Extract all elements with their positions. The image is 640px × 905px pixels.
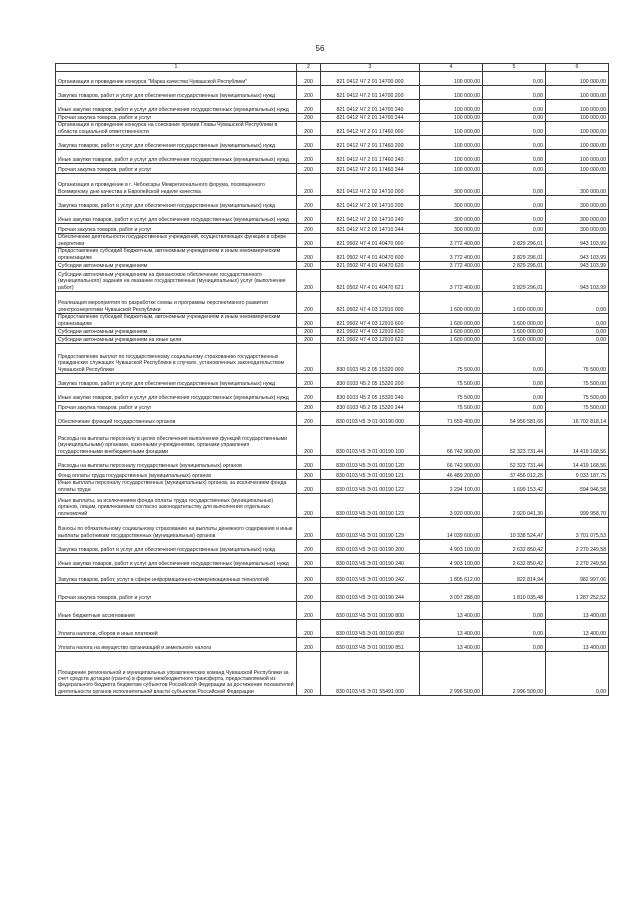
row-budget-code: 830 0103 Ч5 Э 01 00190 123 <box>321 494 420 518</box>
row-amount-remaining: 999 958,70 <box>546 494 609 518</box>
row-budget-code: 830 0103 Ч5 2 05 15320 240 <box>321 388 420 402</box>
column-header: 1 <box>56 64 297 72</box>
row-amount-executed: 0,00 <box>483 136 546 150</box>
row-code: 200 <box>297 270 321 292</box>
row-code: 200 <box>297 72 321 86</box>
table-body <box>56 72 609 696</box>
row-amount-planned: 75 500,00 <box>420 374 483 388</box>
row-amount-executed: 2 829 296,01 <box>483 270 546 292</box>
row-name: Субсидии автономным учреждениям на иные цели <box>56 336 297 344</box>
table-row <box>56 270 609 292</box>
row-amount-remaining: 14 419 168,56 <box>546 456 609 470</box>
row-name: Предоставление выплат по государственному социальному страхованию государственных гражданских служащих Чувашской Республики в случаях, установленных законодательством Чувашской Республики <box>56 344 297 374</box>
row-name: Прочая закупка товаров, работ и услуг <box>56 114 297 122</box>
row-amount-planned: 3 772 400,00 <box>420 270 483 292</box>
row-budget-code: 821 0412 Ч7 2 01 17460 200 <box>321 136 420 150</box>
row-amount-executed: 2 996 500,00 <box>483 652 546 696</box>
row-amount-planned: 100 000,00 <box>420 164 483 174</box>
row-name: Иные выплаты персоналу государственных (муниципальных) органов, за исключением фонда оплаты труда <box>56 480 297 494</box>
row-budget-code: 830 0103 Ч5 Э 01 00190 200 <box>321 540 420 554</box>
row-amount-planned: 300 000,00 <box>420 210 483 224</box>
row-name: Закупка товаров, работ и услуг для обеспечения государственных (муниципальных) нужд <box>56 374 297 388</box>
row-name: Обеспечение функций государственных органов <box>56 412 297 426</box>
row-amount-remaining: 100 000,00 <box>546 164 609 174</box>
row-amount-executed: 37 456 012,25 <box>483 470 546 480</box>
row-amount-remaining: 100 000,00 <box>546 150 609 164</box>
row-name: Субсидии автономным учреждениям <box>56 328 297 336</box>
row-amount-planned: 100 000,00 <box>420 136 483 150</box>
row-budget-code: 830 0103 Ч5 Э 01 00190 100 <box>321 426 420 456</box>
row-name: Взносы по обязательному социальному страхованию на выплаты денежного содержания и иные выплаты работникам государственных (муниципальных) органов <box>56 518 297 540</box>
row-amount-remaining: 75 500,00 <box>546 374 609 388</box>
row-amount-remaining: 16 702 818,14 <box>546 412 609 426</box>
row-code: 200 <box>297 164 321 174</box>
row-budget-code: 821 0502 Ч7 4 01 40470 621 <box>321 270 420 292</box>
row-name: Иные закупки товаров, работ и услуг для обеспечения государственных (муниципальных) нужд <box>56 100 297 114</box>
row-amount-planned: 3 772 400,00 <box>420 262 483 270</box>
row-name: Фонд оплаты труда государственных (муниципальных) органов <box>56 470 297 480</box>
row-budget-code: 821 0412 Ч7 2 01 17460 240 <box>321 150 420 164</box>
row-budget-code: 821 0502 Ч7 4 03 12910 620 <box>321 328 420 336</box>
row-amount-executed: 0,00 <box>483 150 546 164</box>
table-row <box>56 620 609 638</box>
row-name: Закупка товаров, работ, услуг в сфере информационно-коммуникационных технологий <box>56 568 297 584</box>
row-budget-code: 821 0502 Ч7 4 03 12910 600 <box>321 314 420 328</box>
row-budget-code: 821 0412 Ч7 2 02 14710 200 <box>321 196 420 210</box>
row-code: 200 <box>297 136 321 150</box>
table-row <box>56 114 609 122</box>
row-amount-executed: 0,00 <box>483 638 546 652</box>
row-amount-planned: 46 489 200,00 <box>420 470 483 480</box>
row-code: 200 <box>297 100 321 114</box>
row-name: Уплата налога на имущество организаций и земельного налога <box>56 638 297 652</box>
table-row <box>56 210 609 224</box>
table-row <box>56 234 609 248</box>
row-amount-planned: 100 000,00 <box>420 114 483 122</box>
row-amount-planned: 100 000,00 <box>420 86 483 100</box>
row-amount-remaining: 13 400,00 <box>546 638 609 652</box>
row-amount-remaining: 100 000,00 <box>546 72 609 86</box>
row-name: Закупка товаров, работ и услуг для обеспечения государственных (муниципальных) нужд <box>56 86 297 100</box>
row-amount-executed: 0,00 <box>483 122 546 136</box>
row-budget-code: 830 0103 Ч5 Э 01 55491 000 <box>321 652 420 696</box>
row-amount-planned: 100 000,00 <box>420 122 483 136</box>
row-budget-code: 830 0103 Ч5 Э 01 00190 851 <box>321 638 420 652</box>
row-amount-remaining: 2 270 249,58 <box>546 540 609 554</box>
row-amount-executed: 0,00 <box>483 402 546 412</box>
row-amount-planned: 1 600 000,00 <box>420 328 483 336</box>
row-code: 200 <box>297 374 321 388</box>
row-amount-planned: 100 000,00 <box>420 100 483 114</box>
row-amount-remaining: 300 000,00 <box>546 174 609 196</box>
row-budget-code: 830 0103 Ч5 Э 01 00190 800 <box>321 602 420 620</box>
row-code: 200 <box>297 122 321 136</box>
row-amount-remaining: 0,00 <box>546 328 609 336</box>
table-row <box>56 262 609 270</box>
table-row <box>56 314 609 328</box>
row-amount-planned: 2 996 500,00 <box>420 652 483 696</box>
row-name: Субсидии автономным учреждениям <box>56 262 297 270</box>
row-name: Иные бюджетные ассигнования <box>56 602 297 620</box>
row-code: 200 <box>297 554 321 568</box>
row-amount-planned: 13 400,00 <box>420 638 483 652</box>
row-amount-planned: 4 903 100,00 <box>420 554 483 568</box>
row-amount-executed: 0,00 <box>483 388 546 402</box>
header-row <box>56 64 609 72</box>
row-amount-planned: 3 097 288,00 <box>420 584 483 602</box>
row-budget-code: 821 0412 Ч7 2 02 14710 000 <box>321 174 420 196</box>
row-amount-planned: 4 903 100,00 <box>420 540 483 554</box>
row-amount-remaining: 75 500,00 <box>546 402 609 412</box>
table-row <box>56 494 609 518</box>
table-row <box>56 86 609 100</box>
column-header: 2 <box>297 64 321 72</box>
row-amount-planned: 100 000,00 <box>420 150 483 164</box>
row-amount-planned: 66 742 900,00 <box>420 426 483 456</box>
row-amount-planned: 75 500,00 <box>420 388 483 402</box>
table-row <box>56 196 609 210</box>
row-budget-code: 830 0103 Ч5 Э 01 00190 242 <box>321 568 420 584</box>
row-amount-planned: 71 659 400,00 <box>420 412 483 426</box>
row-code: 200 <box>297 234 321 248</box>
row-name: Обеспечение деятельности государственных учреждений, осуществляющих функции в сфере энергетики <box>56 234 297 248</box>
row-budget-code: 821 0412 Ч7 2 01 14700 200 <box>321 86 420 100</box>
row-amount-remaining: 943 103,99 <box>546 270 609 292</box>
row-amount-remaining: 100 000,00 <box>546 122 609 136</box>
row-code: 200 <box>297 540 321 554</box>
row-code: 200 <box>297 568 321 584</box>
row-amount-executed: 0,00 <box>483 374 546 388</box>
row-code: 200 <box>297 494 321 518</box>
row-amount-remaining: 0,00 <box>546 336 609 344</box>
row-budget-code: 830 0103 Ч5 2 05 15320 000 <box>321 344 420 374</box>
row-name: Иные закупки товаров, работ и услуг для обеспечения государственных (муниципальных) нужд <box>56 554 297 568</box>
row-code: 200 <box>297 174 321 196</box>
row-name: Прочая закупка товаров, работ и услуг <box>56 402 297 412</box>
table-row <box>56 100 609 114</box>
row-amount-planned: 1 600 000,00 <box>420 314 483 328</box>
row-code: 200 <box>297 584 321 602</box>
row-amount-remaining: 1 287 252,52 <box>546 584 609 602</box>
row-name: Прочая закупка товаров, работ и услуг <box>56 224 297 234</box>
row-code: 200 <box>297 196 321 210</box>
row-amount-executed: 0,00 <box>483 224 546 234</box>
row-amount-executed: 1 600 000,00 <box>483 336 546 344</box>
row-amount-remaining: 300 000,00 <box>546 224 609 234</box>
row-amount-planned: 3 772 400,00 <box>420 234 483 248</box>
row-amount-planned: 1 600 000,00 <box>420 336 483 344</box>
row-name: Закупка товаров, работ и услуг для обеспечения государственных (муниципальных) нужд <box>56 136 297 150</box>
table-row <box>56 292 609 314</box>
row-budget-code: 821 0502 Ч7 4 01 40470 600 <box>321 248 420 262</box>
row-code: 200 <box>297 620 321 638</box>
row-amount-planned: 2 294 100,00 <box>420 480 483 494</box>
row-amount-executed: 0,00 <box>483 210 546 224</box>
row-name: Организация и проведение в г. Чебоксары Межрегионального форума, посвященного Всемирному дню качества и Европейской неделе качества <box>56 174 297 196</box>
row-amount-executed: 2 829 296,01 <box>483 248 546 262</box>
row-amount-executed: 0,00 <box>483 344 546 374</box>
row-name: Расходы на выплаты персоналу в целях обеспечения выполнения функций государственными (муниципальными) органами, казенными учреждениями, органами управления государственными внебюджетными фондами <box>56 426 297 456</box>
row-code: 200 <box>297 652 321 696</box>
row-budget-code: 830 0103 Ч5 Э 01 00190 122 <box>321 480 420 494</box>
row-code: 200 <box>297 638 321 652</box>
table-row <box>56 426 609 456</box>
row-amount-remaining: 300 000,00 <box>546 210 609 224</box>
row-amount-executed: 1 600 000,00 <box>483 328 546 336</box>
table-row <box>56 638 609 652</box>
table-row <box>56 584 609 602</box>
row-amount-executed: 2 920 041,30 <box>483 494 546 518</box>
page-number: 56 <box>315 44 325 53</box>
row-code: 200 <box>297 86 321 100</box>
row-amount-executed: 1 699 153,42 <box>483 480 546 494</box>
row-amount-planned: 66 742 900,00 <box>420 456 483 470</box>
row-amount-remaining: 0,00 <box>546 314 609 328</box>
row-amount-remaining: 100 000,00 <box>546 136 609 150</box>
table-row <box>56 540 609 554</box>
row-amount-executed: 54 956 581,66 <box>483 412 546 426</box>
column-header: 3 <box>321 64 420 72</box>
row-amount-remaining: 3 701 075,53 <box>546 518 609 540</box>
table-row <box>56 652 609 696</box>
row-code: 200 <box>297 480 321 494</box>
budget-table <box>55 63 609 696</box>
table-row <box>56 248 609 262</box>
row-amount-remaining: 75 500,00 <box>546 344 609 374</box>
row-amount-planned: 75 500,00 <box>420 402 483 412</box>
row-name: Уплата налогов, сборов и иных платежей <box>56 620 297 638</box>
row-amount-remaining: 100 000,00 <box>546 86 609 100</box>
row-amount-remaining: 982 997,06 <box>546 568 609 584</box>
row-code: 200 <box>297 248 321 262</box>
row-amount-planned: 1 600 000,00 <box>420 292 483 314</box>
row-amount-executed: 2 632 850,42 <box>483 540 546 554</box>
row-amount-executed: 0,00 <box>483 86 546 100</box>
row-name: Прочая закупка товаров, работ и услуг <box>56 584 297 602</box>
row-amount-remaining: 100 000,00 <box>546 114 609 122</box>
row-amount-executed: 0,00 <box>483 114 546 122</box>
row-amount-planned: 75 500,00 <box>420 344 483 374</box>
row-name: Иные выплаты, за исключением фонда оплаты труда государственных (муниципальных) органов, лицам, привлекаемым согласно законодательству для выполнения отдельных полномочий <box>56 494 297 518</box>
row-code: 200 <box>297 456 321 470</box>
row-code: 200 <box>297 412 321 426</box>
row-name: Иные закупки товаров, работ и услуг для обеспечения государственных (муниципальных) нужд <box>56 150 297 164</box>
row-budget-code: 821 0502 Ч7 4 03 12910 622 <box>321 336 420 344</box>
table-row <box>56 602 609 620</box>
row-amount-planned: 100 000,00 <box>420 72 483 86</box>
row-amount-remaining: 14 419 168,56 <box>546 426 609 456</box>
row-amount-executed: 0,00 <box>483 602 546 620</box>
row-amount-remaining: 100 000,00 <box>546 100 609 114</box>
row-budget-code: 830 0103 Ч5 Э 01 00190 120 <box>321 456 420 470</box>
table-row <box>56 456 609 470</box>
row-code: 200 <box>297 314 321 328</box>
table-row <box>56 480 609 494</box>
table-row <box>56 388 609 402</box>
row-code: 200 <box>297 402 321 412</box>
row-name: Организация и проведение конкурса "Марка качества Чувашской Республики" <box>56 72 297 86</box>
row-code: 200 <box>297 114 321 122</box>
row-code: 200 <box>297 602 321 620</box>
table-row <box>56 150 609 164</box>
row-name: Предоставление субсидий бюджетным, автономным учреждениям и иным некоммерческим организациям <box>56 248 297 262</box>
row-amount-executed: 2 829 296,01 <box>483 262 546 270</box>
row-amount-executed: 52 323 731,44 <box>483 426 546 456</box>
row-code: 200 <box>297 388 321 402</box>
row-amount-executed: 0,00 <box>483 196 546 210</box>
table-row <box>56 224 609 234</box>
row-amount-planned: 14 039 600,00 <box>420 518 483 540</box>
row-code: 200 <box>297 328 321 336</box>
table-row <box>56 344 609 374</box>
row-amount-executed: 0,00 <box>483 72 546 86</box>
row-amount-remaining: 75 500,00 <box>546 388 609 402</box>
row-code: 200 <box>297 150 321 164</box>
row-amount-executed: 0,00 <box>483 174 546 196</box>
row-amount-remaining: 943 103,99 <box>546 262 609 270</box>
table-row <box>56 412 609 426</box>
table-row <box>56 518 609 540</box>
row-amount-executed: 0,00 <box>483 100 546 114</box>
row-budget-code: 830 0103 Ч5 2 05 15320 244 <box>321 402 420 412</box>
row-budget-code: 821 0412 Ч7 2 01 14700 000 <box>321 72 420 86</box>
row-budget-code: 830 0103 Ч5 Э 01 00190 129 <box>321 518 420 540</box>
row-code: 200 <box>297 344 321 374</box>
row-name: Реализация мероприятия по разработке схемы и программы перспективного развития электроэнергетики Чувашской Республики <box>56 292 297 314</box>
row-name: Субсидии автономным учреждениям на финансовое обеспечение государственного (муниципального) задания на оказание государственных (муниципальных) услуг (выполнение работ) <box>56 270 297 292</box>
row-budget-code: 830 0103 Ч5 Э 01 00190 121 <box>321 470 420 480</box>
row-budget-code: 821 0502 Ч7 4 01 40470 620 <box>321 262 420 270</box>
row-amount-executed: 2 829 296,01 <box>483 234 546 248</box>
table-row <box>56 164 609 174</box>
row-amount-remaining: 13 400,00 <box>546 602 609 620</box>
row-amount-remaining: 0,00 <box>546 652 609 696</box>
row-code: 200 <box>297 262 321 270</box>
row-budget-code: 821 0502 Ч7 4 01 40470 000 <box>321 234 420 248</box>
table-row <box>56 374 609 388</box>
row-amount-executed: 0,00 <box>483 620 546 638</box>
row-name: Закупка товаров, работ и услуг для обеспечения государственных (муниципальных) нужд <box>56 196 297 210</box>
row-budget-code: 821 0412 Ч7 2 01 14700 244 <box>321 114 420 122</box>
row-amount-remaining: 943 103,99 <box>546 248 609 262</box>
row-amount-executed: 1 600 000,00 <box>483 292 546 314</box>
table-row <box>56 328 609 336</box>
row-amount-executed: 0,00 <box>483 164 546 174</box>
row-amount-remaining: 2 270 249,58 <box>546 554 609 568</box>
row-budget-code: 821 0412 Ч7 2 02 14710 240 <box>321 210 420 224</box>
row-amount-remaining: 594 946,58 <box>546 480 609 494</box>
table-row <box>56 136 609 150</box>
row-amount-planned: 1 805 612,00 <box>420 568 483 584</box>
row-amount-remaining: 943 103,99 <box>546 234 609 248</box>
row-name: Расходы на выплаты персоналу государственных (муниципальных) органов <box>56 456 297 470</box>
row-amount-executed: 822 814,94 <box>483 568 546 584</box>
column-header: 4 <box>420 64 483 72</box>
row-amount-remaining: 300 000,00 <box>546 196 609 210</box>
row-amount-planned: 300 000,00 <box>420 196 483 210</box>
row-budget-code: 830 0103 Ч5 Э 01 00190 240 <box>321 554 420 568</box>
row-name: Иные закупки товаров, работ и услуг для обеспечения государственных (муниципальных) нужд <box>56 210 297 224</box>
column-header: 5 <box>483 64 546 72</box>
table-row <box>56 568 609 584</box>
table-row <box>56 402 609 412</box>
row-amount-planned: 300 000,00 <box>420 224 483 234</box>
row-budget-code: 830 0103 Ч5 Э 01 00190 244 <box>321 584 420 602</box>
row-code: 200 <box>297 292 321 314</box>
row-name: Поощрение региональной и муниципальных управленческих команд Чувашской Республики за счет средств дотации (гранта) в форме межбюджетного трансферта, предоставляемой из федерального бюджета бюджетам субъектов Российской Федерации за достижение показателей деятельности органов исполнительной власти субъектов Российской Федерации <box>56 652 297 696</box>
row-code: 200 <box>297 470 321 480</box>
row-budget-code: 821 0412 Ч7 2 02 14710 244 <box>321 224 420 234</box>
row-code: 200 <box>297 518 321 540</box>
table-row <box>56 554 609 568</box>
row-code: 200 <box>297 224 321 234</box>
table-row <box>56 122 609 136</box>
row-budget-code: 821 0412 Ч7 2 01 17460 000 <box>321 122 420 136</box>
table-row <box>56 72 609 86</box>
row-amount-planned: 3 920 000,00 <box>420 494 483 518</box>
row-amount-executed: 52 323 731,44 <box>483 456 546 470</box>
row-amount-remaining: 0,00 <box>546 292 609 314</box>
row-name: Предоставление субсидий бюджетным, автономным учреждениям и иным некоммерческим организациям <box>56 314 297 328</box>
row-budget-code: 821 0502 Ч7 4 03 12910 000 <box>321 292 420 314</box>
row-amount-planned: 3 772 400,00 <box>420 248 483 262</box>
table-row <box>56 336 609 344</box>
row-name: Иные закупки товаров, работ и услуг для обеспечения государственных (муниципальных) нужд <box>56 388 297 402</box>
row-budget-code: 830 0103 Ч5 2 05 15320 200 <box>321 374 420 388</box>
row-amount-executed: 2 632 850,42 <box>483 554 546 568</box>
row-name: Прочая закупка товаров, работ и услуг <box>56 164 297 174</box>
row-amount-remaining: 9 033 187,75 <box>546 470 609 480</box>
row-amount-planned: 13 400,00 <box>420 602 483 620</box>
row-amount-executed: 1 600 000,00 <box>483 314 546 328</box>
row-budget-code: 821 0412 Ч7 2 01 14700 240 <box>321 100 420 114</box>
row-budget-code: 821 0412 Ч7 2 01 17460 244 <box>321 164 420 174</box>
row-name: Закупка товаров, работ и услуг для обеспечения государственных (муниципальных) нужд <box>56 540 297 554</box>
row-amount-remaining: 13 400,00 <box>546 620 609 638</box>
row-amount-executed: 10 338 524,47 <box>483 518 546 540</box>
row-amount-planned: 13 400,00 <box>420 620 483 638</box>
row-amount-planned: 300 000,00 <box>420 174 483 196</box>
column-header: 6 <box>546 64 609 72</box>
row-name: Организация и проведение конкурса на соискание премии Главы Чувашской Республики в области социальной ответственности <box>56 122 297 136</box>
row-amount-executed: 1 810 035,48 <box>483 584 546 602</box>
row-budget-code: 830 0103 Ч5 Э 01 00190 000 <box>321 412 420 426</box>
row-budget-code: 830 0103 Ч5 Э 01 00190 850 <box>321 620 420 638</box>
table-row <box>56 174 609 196</box>
row-code: 200 <box>297 426 321 456</box>
table-row <box>56 470 609 480</box>
row-code: 200 <box>297 336 321 344</box>
row-code: 200 <box>297 210 321 224</box>
